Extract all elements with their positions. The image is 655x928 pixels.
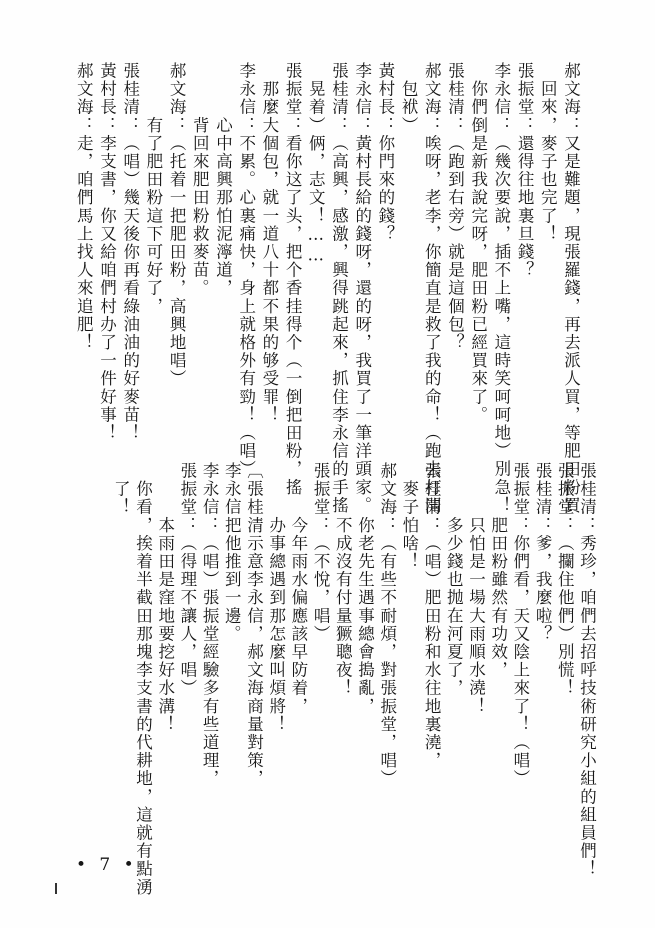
- upper-dialogue-column: 心中高興那怕泥濘道，: [213, 62, 233, 298]
- upper-dialogue-column: 背回來肥田粉救麥苗。: [190, 62, 210, 298]
- upper-dialogue-column: 張桂清：（唱）幾天後你再看綠油油的好麥苗！: [120, 62, 140, 443]
- upper-dialogue-column: 郝文海：又是難題，現張羅錢，再去派人買，等肥田粉買: [561, 62, 581, 515]
- upper-dialogue-column: 那麼大個包，就一道八十都不果的够受罪！: [259, 62, 279, 424]
- upper-dialogue-column: 黃村長：李支書，你又給咱們村办了一件好事！: [97, 62, 117, 443]
- upper-dialogue-column: 李永信：（幾次要說，插不上嘴，這時笑呵呵地）別急！: [491, 62, 511, 515]
- lower-dialogue-column: 李永信把他推到一邊。: [222, 462, 242, 643]
- lower-dialogue-column: 了！: [111, 462, 131, 517]
- lower-dialogue-column: 只怕是一場大雨順水澆！: [466, 462, 486, 716]
- lower-dialogue-column: 你看，挨着半截田那塊李支書的代耕地，這就有點湧: [133, 462, 153, 897]
- ink-speck: [55, 883, 57, 894]
- upper-dialogue-column: 張振堂：看你这了头，把个香挂得个（一倒把田粉，搖: [283, 62, 303, 497]
- lower-dialogue-column: 張桂清：秀珍，咱們去招呼技術研究小組的組員們！: [577, 462, 597, 879]
- upper-dialogue-column: 張桂清：（跑到右旁）就是這個包？: [445, 62, 465, 352]
- upper-dialogue-column: 黃村長：你門來的錢？: [375, 62, 395, 243]
- lower-dialogue-column: 郝文海：（有些不耐煩，對張振堂，唱）: [377, 462, 397, 788]
- lower-dialogue-column: 不成沒有付量獗聰夜！: [333, 462, 353, 698]
- lower-dialogue-column: 張桂清：爹，我麼啦？: [533, 462, 553, 643]
- lower-dialogue-column: 張振堂：（不悅，唱）: [311, 462, 331, 643]
- lower-dialogue-column: 麥子怕啥！: [399, 462, 419, 571]
- upper-dialogue-column: 郝文海：唉呀，老李，你簡直是救了我的命！（跑去打開: [422, 62, 442, 515]
- lower-dialogue-column: 〔張桂清示意李永信，郝文海商量對策，: [244, 462, 264, 788]
- upper-dialogue-column: 李永信：不累。心裏痛快，身上就格外有勁！（唱）: [236, 62, 256, 479]
- lower-dialogue-column: 肥田粉雖然有功效，: [488, 462, 508, 680]
- lower-dialogue-column: 办事總遇到那怎麼叫煩將！: [266, 462, 286, 734]
- upper-dialogue-column: 有了肥田粉這下可好了，: [143, 62, 163, 316]
- upper-dialogue-column: 張桂清：（高興，感激，興得跳起來，抓住李永信的手搖: [329, 62, 349, 515]
- upper-dialogue-column: 包袱）: [399, 62, 419, 135]
- page-number: • 7 •: [76, 855, 138, 875]
- lower-dialogue-column: 本雨田是窪地要挖好水溝！: [155, 462, 175, 734]
- upper-dialogue-column: 你們倒是新我說完呀，肥田粉已經買來了。: [468, 62, 488, 424]
- upper-dialogue-column: 郝文海：（托着一把肥田粉，高興地唱）: [167, 62, 187, 388]
- upper-dialogue-column: 張振堂：還得往地裏旦錢？: [515, 62, 535, 280]
- lower-dialogue-column: 李永信：（唱）張振堂經驗多有些道理，: [200, 462, 220, 788]
- lower-dialogue-column: 張振堂：（得理不讓人，唱）: [177, 462, 197, 698]
- lower-dialogue-column: 張振堂：（攔住他們）別慌！: [555, 462, 575, 698]
- lower-dialogue-column: 你老先生遇事總會搗亂，: [355, 462, 375, 716]
- upper-dialogue-column: 李永信：黃村長給的錢呀，還的呀，我買了一筆洋頭家。: [352, 62, 372, 515]
- upper-dialogue-column: 郝文海：走，咱們馬上找人來追肥！: [74, 62, 94, 352]
- upper-dialogue-column: 晃着）俩，志文！……: [306, 62, 326, 267]
- lower-dialogue-column: 多少錢也抛在河夏了，: [444, 462, 464, 698]
- upper-dialogue-column: 回來，麥子也完了！: [538, 62, 558, 243]
- lower-dialogue-column: 張振堂：你們看，天又陰上來了！（唱）: [510, 462, 530, 788]
- lower-dialogue-column: 今年雨水偏應該早防着，: [288, 462, 308, 716]
- lower-dialogue-column: 張桂清：（唱）肥田粉和水往地裏澆，: [422, 462, 442, 770]
